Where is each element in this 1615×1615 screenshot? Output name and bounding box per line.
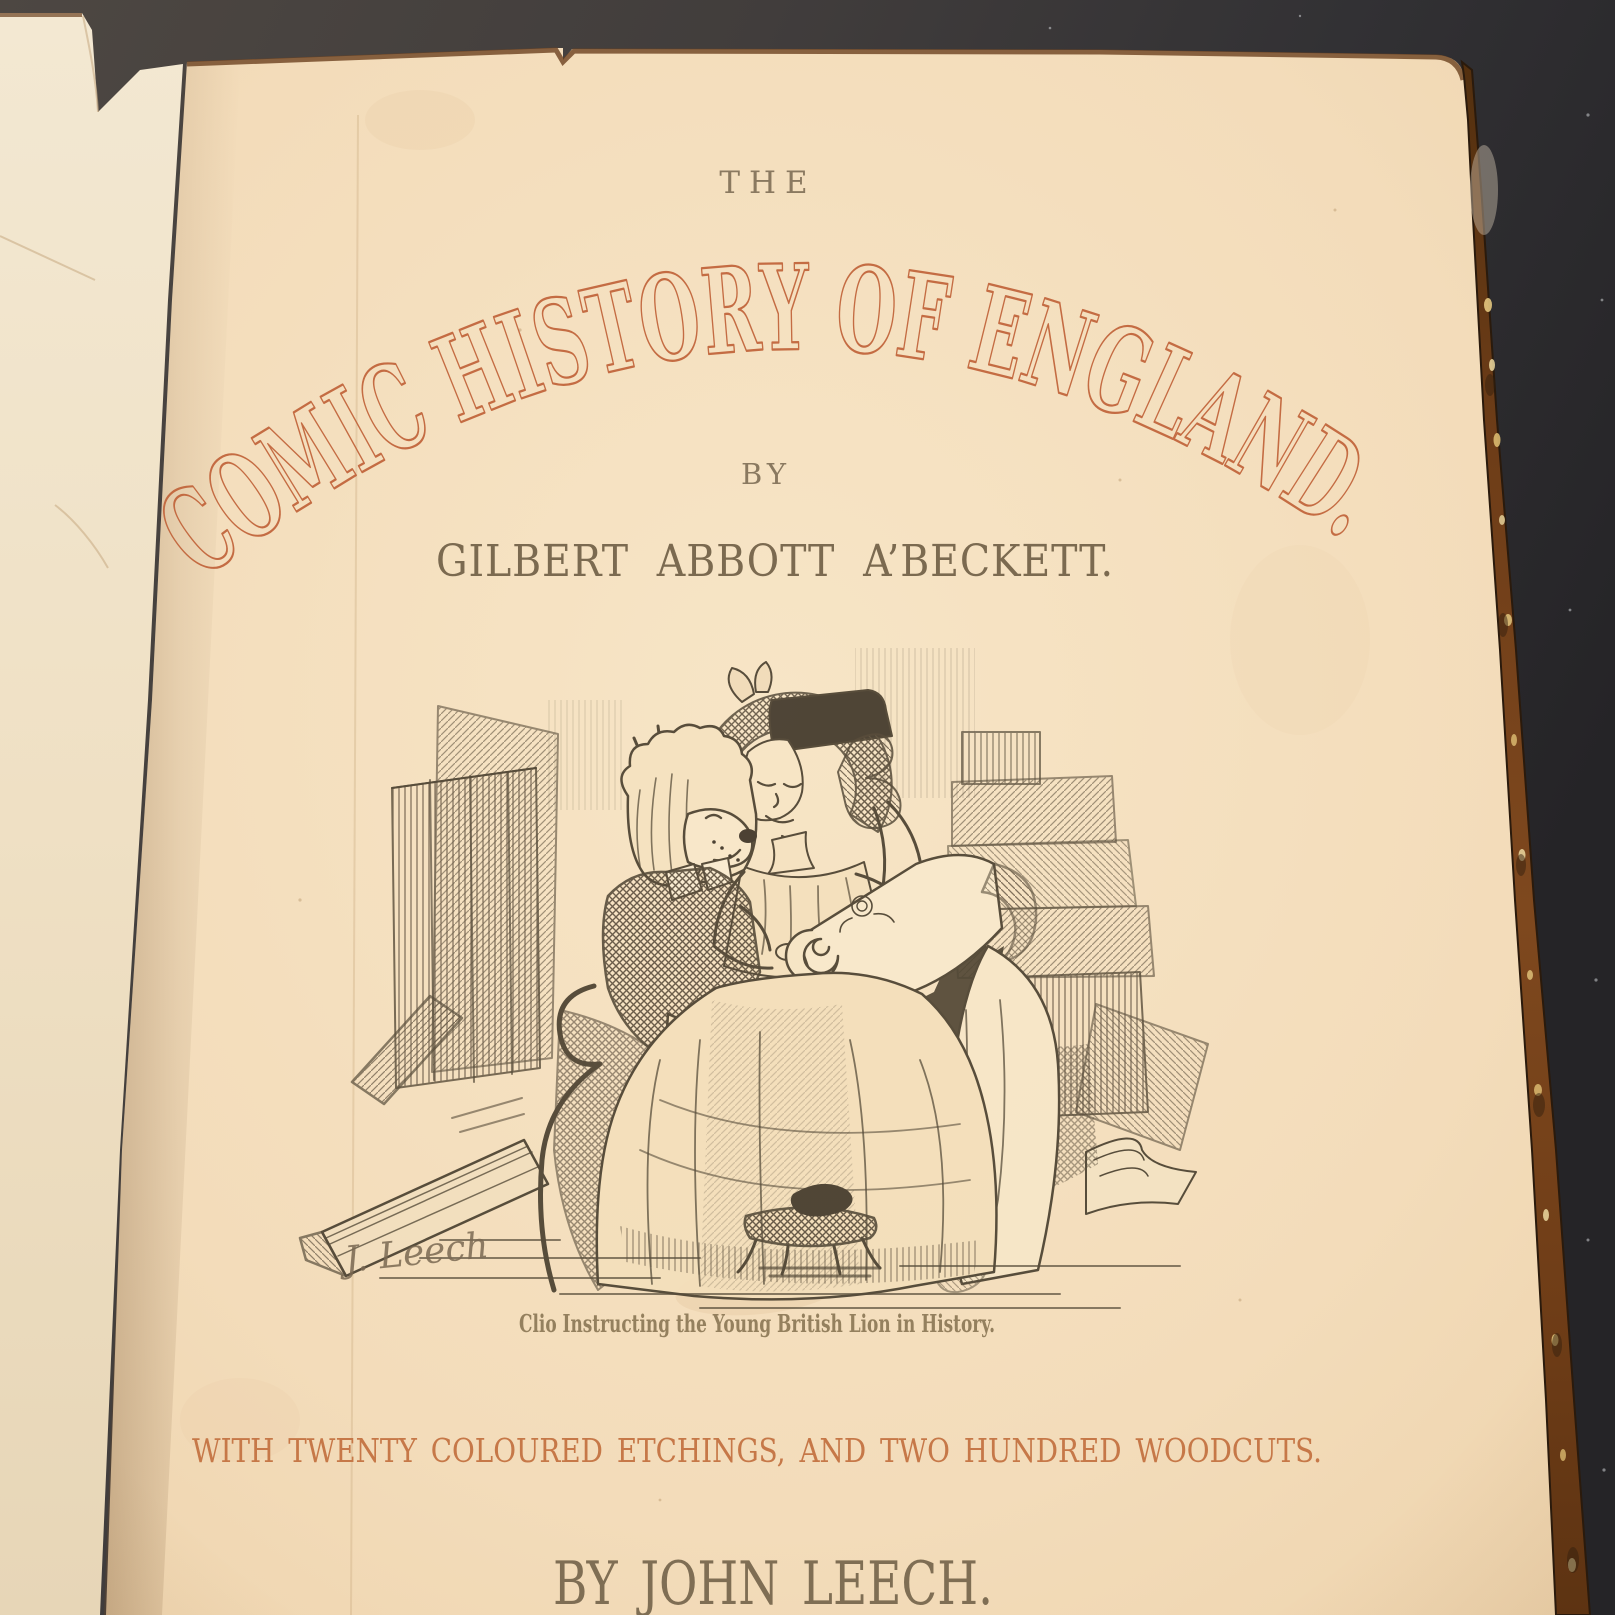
author-line: GILBERT ABBOTT A’BECKETT.	[436, 536, 1114, 587]
illustrator-line: BY JOHN LEECH.	[553, 1549, 993, 1615]
by-label: BY	[741, 457, 791, 491]
worn-corner-haze	[1470, 145, 1498, 235]
main-title-arc: COMIC HISTORY OF ENGLAND.	[134, 235, 1422, 603]
artist-signature: J. Leech	[342, 1225, 491, 1281]
small-title: THE	[719, 165, 817, 201]
illustration-caption: Clio Instructing the Young British Lion in History.	[519, 1309, 995, 1338]
lion-nose	[739, 829, 757, 843]
subtitle-line: WITH TWENTY COLOURED ETCHINGS, AND TWO HUNDRED WOODCUTS.	[192, 1431, 1322, 1470]
